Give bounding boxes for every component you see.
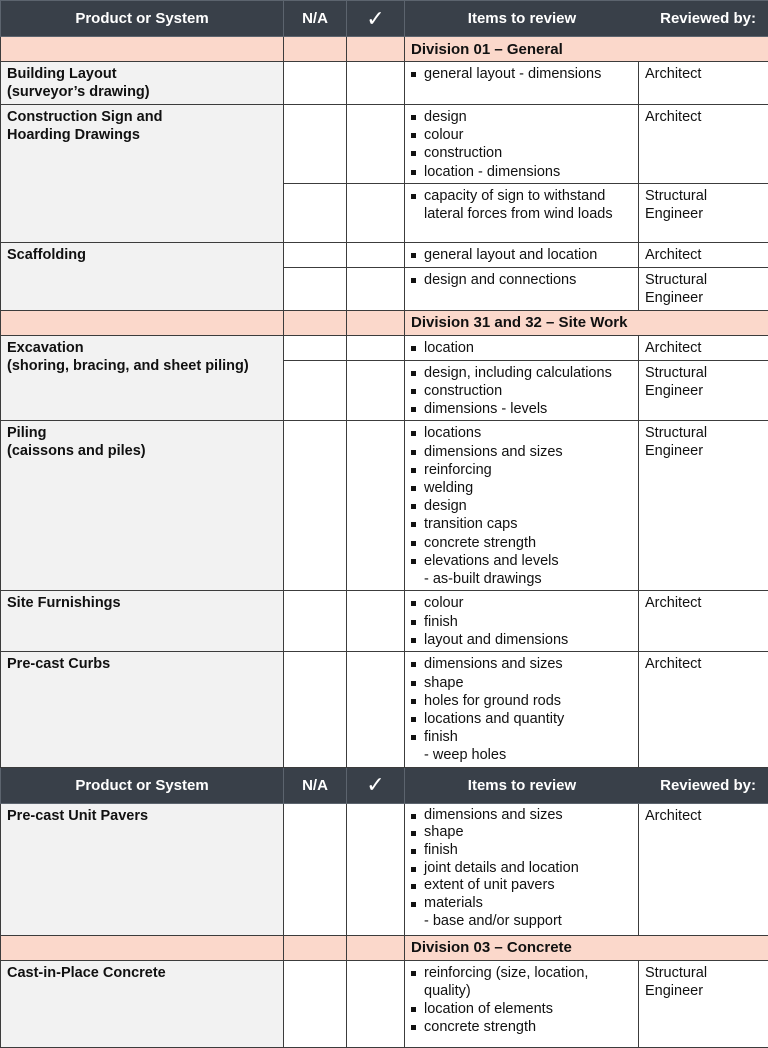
division-title: Division 03 – Concrete <box>405 935 768 960</box>
na-checkbox[interactable] <box>284 591 347 652</box>
product-cell <box>1 105 284 243</box>
list-sub-item: - weep holes <box>410 746 634 764</box>
list-item: dimensions and sizes <box>410 807 634 825</box>
items-cell <box>405 242 639 267</box>
reviewer-cell: Architect <box>639 62 768 105</box>
review-checkbox[interactable] <box>347 360 405 421</box>
list-sub-item: - base and/or support <box>410 913 634 931</box>
na-checkbox[interactable] <box>284 360 347 421</box>
list-item: transition caps <box>410 515 634 533</box>
review-checkbox[interactable] <box>347 591 405 652</box>
reviewer-cell: Architect <box>639 105 768 184</box>
reviewer-cell: Structural Engineer <box>639 421 768 591</box>
list-item: locations and quantity <box>410 710 634 728</box>
reviewer-cell: Structural Engineer <box>639 360 768 421</box>
product-subtitle: (surveyor’s drawing) <box>7 83 277 101</box>
header-items: Items to review <box>405 777 639 794</box>
table-row <box>1 421 768 591</box>
division-title: Division 01 – General <box>405 37 768 62</box>
na-checkbox[interactable] <box>284 421 347 591</box>
header-check-icon: ✓ <box>347 767 405 803</box>
table-row <box>1 591 768 652</box>
list-item: finish <box>410 613 634 631</box>
reviewer-cell: Architect <box>639 591 768 652</box>
product-name: Pre-cast Unit Pavers <box>7 807 277 825</box>
list-item: location - dimensions <box>410 163 634 181</box>
list-item: design <box>410 108 634 126</box>
list-item: locations <box>410 424 634 442</box>
items-cell <box>405 803 639 935</box>
items-cell <box>405 652 639 767</box>
reviewer-cell: Architect <box>639 803 768 935</box>
product-cell <box>1 335 284 421</box>
items-cell <box>405 105 639 184</box>
product-cell <box>1 652 284 767</box>
header-na: N/A <box>284 767 347 803</box>
na-checkbox[interactable] <box>284 803 347 935</box>
list-item: general layout and location <box>410 246 634 264</box>
list-item: general layout - dimensions <box>410 65 634 83</box>
list-item: materials <box>410 895 634 913</box>
items-cell <box>405 591 639 652</box>
list-item: location of elements <box>410 1000 634 1018</box>
review-checkbox[interactable] <box>347 652 405 767</box>
list-item: shape <box>410 824 634 842</box>
review-checkbox[interactable] <box>347 242 405 267</box>
list-item: joint details and location <box>410 860 634 878</box>
items-cell <box>405 267 639 310</box>
list-item: dimensions and sizes <box>410 655 634 673</box>
table-row <box>1 960 768 1047</box>
na-checkbox[interactable] <box>284 652 347 767</box>
product-cell <box>1 421 284 591</box>
reviewer-cell: Architect <box>639 335 768 360</box>
reviewer-cell: Architect <box>639 242 768 267</box>
table-row <box>1 62 768 105</box>
list-item: holes for ground rods <box>410 692 634 710</box>
header-check-icon: ✓ <box>347 1 405 37</box>
product-name: Piling <box>7 424 277 442</box>
list-item: design and connections <box>410 271 634 289</box>
product-name: Site Furnishings <box>7 594 277 612</box>
header-reviewed: Reviewed by: <box>660 10 756 27</box>
na-checkbox[interactable] <box>284 335 347 360</box>
list-item: colour <box>410 594 634 612</box>
product-cell <box>1 960 284 1047</box>
division-title: Division 31 and 32 – Site Work <box>405 310 768 335</box>
list-item: extent of unit pavers <box>410 877 634 895</box>
table-row <box>1 652 768 767</box>
list-item: construction <box>410 382 634 400</box>
review-checkbox[interactable] <box>347 183 405 242</box>
list-item: reinforcing (size, location, quality) <box>410 964 634 1000</box>
product-name: Building Layout <box>7 65 277 83</box>
na-checkbox[interactable] <box>284 267 347 310</box>
list-sub-item: - as-built drawings <box>410 570 634 588</box>
items-cell <box>405 360 639 421</box>
list-item: concrete strength <box>410 534 634 552</box>
table-row <box>1 105 768 184</box>
product-subtitle: (caissons and piles) <box>7 442 277 460</box>
na-checkbox[interactable] <box>284 62 347 105</box>
reviewer-cell: Structural Engineer <box>639 267 768 310</box>
product-subtitle: (shoring, bracing, and sheet piling) <box>7 357 277 375</box>
items-cell <box>405 183 639 242</box>
header-product: Product or System <box>1 767 284 803</box>
product-name: Hoarding Drawings <box>7 126 277 144</box>
table-row <box>1 242 768 267</box>
na-checkbox[interactable] <box>284 105 347 184</box>
list-item: design, including calculations <box>410 364 634 382</box>
list-item: finish <box>410 842 634 860</box>
product-cell <box>1 242 284 310</box>
header-product: Product or System <box>1 1 284 37</box>
list-item: location <box>410 339 634 357</box>
list-item: dimensions - levels <box>410 400 634 418</box>
list-item: colour <box>410 126 634 144</box>
table-header-row <box>1 1 768 37</box>
division-row <box>1 37 768 62</box>
header-items-reviewed <box>405 767 768 803</box>
list-item: design <box>410 497 634 515</box>
review-checkbox[interactable] <box>347 803 405 935</box>
list-item: welding <box>410 479 634 497</box>
list-item: construction <box>410 144 634 162</box>
na-checkbox[interactable] <box>284 242 347 267</box>
list-item: finish <box>410 728 634 746</box>
na-checkbox[interactable] <box>284 183 347 242</box>
header-reviewed: Reviewed by: <box>660 777 756 794</box>
header-items-reviewed <box>405 1 768 37</box>
review-checkbox[interactable] <box>347 267 405 310</box>
reviewer-cell: Architect <box>639 652 768 767</box>
list-item: layout and dimensions <box>410 631 634 649</box>
product-name: Scaffolding <box>7 246 277 264</box>
product-name: Construction Sign and <box>7 108 277 126</box>
product-name: Cast-in-Place Concrete <box>7 964 277 982</box>
product-cell <box>1 62 284 105</box>
review-checkbox[interactable] <box>347 960 405 1047</box>
product-name: Excavation <box>7 339 277 357</box>
product-name: Pre-cast Curbs <box>7 655 277 673</box>
list-item: reinforcing <box>410 461 634 479</box>
review-checkbox[interactable] <box>347 105 405 184</box>
review-checkbox[interactable] <box>347 335 405 360</box>
table-header-row <box>1 767 768 803</box>
list-item: capacity of sign to withstand lateral forces from wind loads <box>410 187 634 223</box>
review-checkbox[interactable] <box>347 421 405 591</box>
header-items: Items to review <box>405 10 639 27</box>
items-cell <box>405 421 639 591</box>
division-row <box>1 935 768 960</box>
list-item: concrete strength <box>410 1018 634 1036</box>
product-cell <box>1 591 284 652</box>
na-checkbox[interactable] <box>284 960 347 1047</box>
items-cell <box>405 335 639 360</box>
table-row <box>1 335 768 360</box>
reviewer-cell: Structural Engineer <box>639 183 768 242</box>
list-item: elevations and levels <box>410 552 634 570</box>
reviewer-cell: Structural Engineer <box>639 960 768 1047</box>
division-row <box>1 310 768 335</box>
list-item: dimensions and sizes <box>410 443 634 461</box>
items-cell <box>405 960 639 1047</box>
table-row <box>1 803 768 935</box>
items-cell <box>405 62 639 105</box>
review-checkbox[interactable] <box>347 62 405 105</box>
list-item: shape <box>410 674 634 692</box>
product-cell <box>1 803 284 935</box>
header-na: N/A <box>284 1 347 37</box>
